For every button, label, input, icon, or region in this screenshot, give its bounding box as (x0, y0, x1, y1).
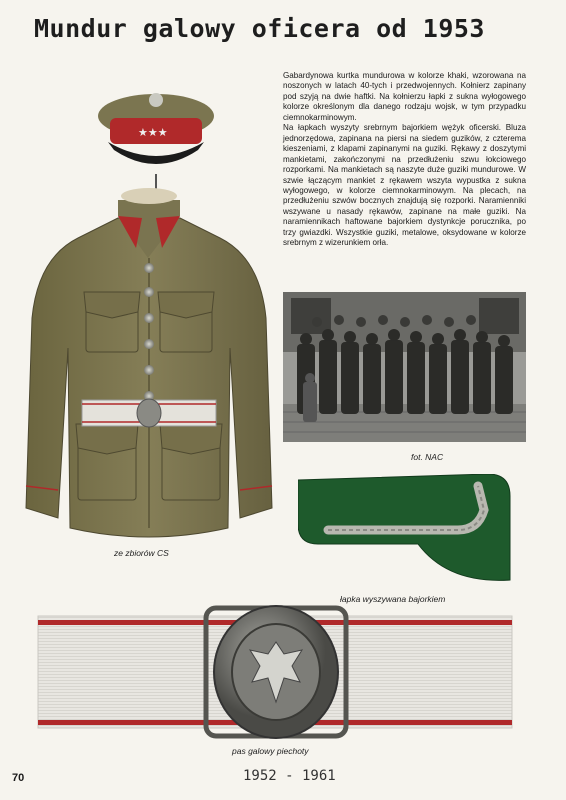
officer-cap (98, 93, 214, 164)
page-title: Mundur galowy oficera od 1953 (34, 14, 485, 43)
uniform-caption: ze zbiorów CS (114, 548, 169, 558)
description-paragraph: Na łapkach wyszyty srebrnym bajorkiem wężyk oficerski. Bluza jednorzędowa, zapinana na piersi na siedem guzików, z czterema kieszeniami, z klapami zapinanymi na guziki. Rękawy z doszytymi mankietami, zakończonymi na przedłużeniu szwu łokciowego rozporkami. Na mankietach są naszyte duże guziki mundurowe. W szwie łączącym mankiet z rękawem wszyta wypustka z sukna wyłogowego, w kolorze ciemnokarminowym. Na plecach, na przedłużeniu szwów bocznych znajdują się rozporki. Naramienniki wszywane u nasady rękawów, zapinane na małe guziki. Na naramiennikach haftowane bajorkiem dystynkcje porucznika, po trzy gwiazdki. Wszystkie guziki, metalowe, oksydowane w kolorze srebrnym z wizerunkiem orła. (283, 123, 526, 248)
belt-caption: pas galowy piechoty (232, 746, 309, 756)
description-paragraph: Gabardynowa kurtka mundurowa w kolorze khaki, wzorowana na noszonych w latach 40-tych i przedwojennych. Kołnierz zapinany pod szyją na dwie haftki. Na kołnierzu łapki z sukna wyłogowego kolorze określonym dla danego rodzaju wojsk, w tym przypadku ciemnokarminowym. (283, 71, 526, 122)
svg-text:★★★: ★★★ (138, 126, 168, 139)
footer-years: 1952 - 1961 (243, 768, 336, 784)
collar-tab-illustration (298, 474, 512, 586)
description-text (283, 71, 526, 249)
photo-caption: fot. NAC (411, 452, 444, 462)
historical-photo (283, 292, 526, 442)
page-number: 70 (12, 772, 25, 784)
uniform-illustration (18, 88, 278, 548)
jacket-belt (82, 399, 216, 427)
collar-tab-caption: łapka wyszywana bajorkiem (340, 594, 446, 604)
belt-illustration (36, 604, 514, 740)
